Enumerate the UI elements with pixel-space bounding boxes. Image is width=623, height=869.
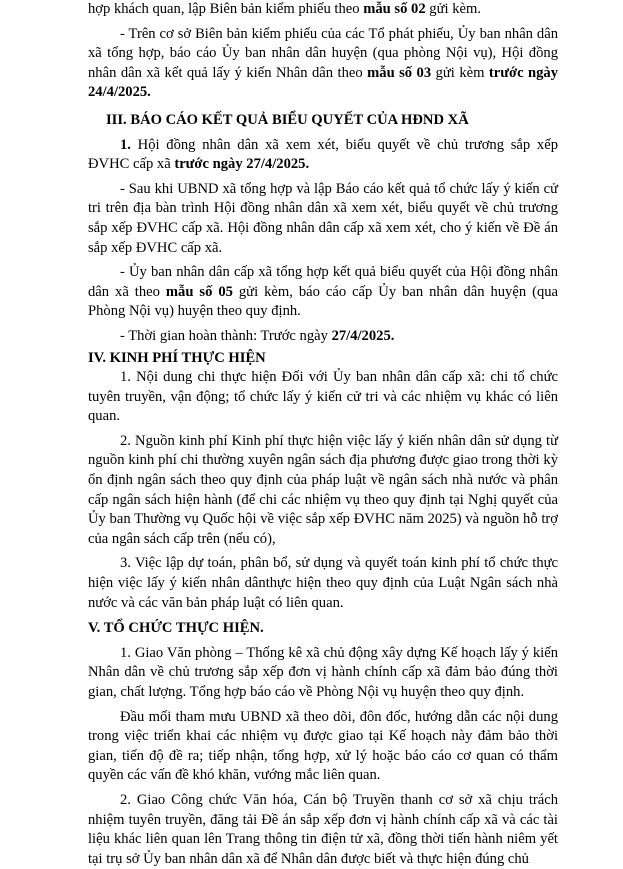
section-heading-iii [88,111,558,131]
text-run: - Sau khi UBND xã tổng hợp và lập Báo cáo kết quả tổ chức lấy ý kiến cử tri trên địa bàn trình Hội đồng nhân dân xã xem xét, biểu quyết về chủ trương sắp xếp ĐVHC cấp xã. Hội đồng nhân dân cấp xã xem xét, cho ý kiến về Đề án sắp xếp ĐVHC cấp xã. [88,180,558,256]
bold-text-run: trước ngày 27/4/2025. [174,156,310,173]
paragraph-council-vote [88,136,558,175]
text-run: gửi kèm, báo cáo cấp Ủy ban nhân dân huyện (qua Phòng Nội vụ) huyện theo quy định. [88,283,559,320]
paragraph-office-task [88,644,558,703]
text-run: 2. Giao Công chức Văn hóa, Cán bộ Truyền thanh cơ sở xã chịu trách nhiệm tuyên truyền, đăng tải Đề án sắp xếp đơn vị hành chính cấp xã và các tài liệu khác liên quan lên Trang thông tin điện tử xã, đồng thời tiến hành niêm yết tại trụ sở Ủy ban nhân dân xã để Nhân dân được biết và thực hiện đúng chủ [88,791,558,867]
paragraph-council-review [88,180,558,258]
bold-text-run: mẫu số 03 [367,64,432,81]
text-run: Hội đồng nhân dân xã xem xét, biểu quyết về chủ trương sắp xếp ĐVHC cấp xã [88,136,558,173]
bold-text-run: mẫu số 05 [165,283,233,300]
text-run: III. BÁO CÁO KẾT QUẢ BIỂU QUYẾT CỦA HĐND XÃ [106,111,469,128]
paragraph-funding-source [88,432,558,550]
text-run: 1. Nội dung chi thực hiện Đối với Ủy ban nhân dân cấp xã: chi tổ chức tuyên truyền, vận động; tổ chức lấy ý kiến cử tri và các nhiệm vụ khác có liên quan. [88,369,558,425]
text-run: 3. Việc lập dự toán, phân bổ, sử dụng và quyết toán kinh phí tổ chức thực hiện việc lấy ý kiến nhân dânthực hiện theo quy định của Luật Ngân sách nhà nước và các văn bản pháp luật có liên quan. [88,555,558,611]
text-run: 2. Nguồn kinh phí Kinh phí thực hiện việc lấy ý kiến nhân dân sử dụng từ nguồn kinh phí chi thường xuyên ngân sách địa phương được giao trong thời kỳ ổn định ngân sách theo quy định của pháp luật về ngân sách nhà nước và phân cấp ngân sách hiện hành (để chi các nhiệm vụ theo quy định tại Nghị quyết của Ủy ban Thường vụ Quốc hội về việc sắp xếp ĐVHC năm 2025) và nguồn hỗ trợ của ngân sách cấp trên (nếu có), [88,432,558,547]
text-run: hợp khách quan, lập Biên bản kiểm phiếu theo [88,1,364,17]
bold-text-run: mẫu số 02 [363,1,426,17]
text-run: gửi kèm [431,64,489,81]
text-run: Đầu mối tham mưu UBND xã theo dõi, đôn đốc, hướng dẫn các nội dung trong việc triển khai các nhiệm vụ được giao tại Kế hoạch này đảm bảo thời gian, tiến độ đề ra; tiếp nhận, tổng hợp, xử lý hoặc báo cáo cơ quan có thẩm quyền các vấn đề khó khăn, vướng mắc liên quan. [88,708,558,784]
text-run: 1. Giao Văn phòng – Thống kê xã chủ động xây dựng Kế hoạch lấy ý kiến Nhân dân về chủ trương sắp xếp đơn vị hành chính cấp xã đảm bảo đúng thời gian, chất lượng. Tổng hợp báo cáo về Phòng Nội vụ huyện theo quy định. [88,644,558,700]
text-run: - Thời gian hoàn thành: Trước ngày [120,327,332,344]
text-run: IV. KINH PHÍ THỰC HIỆN [88,349,266,366]
paragraph-vote-result-report [88,263,558,322]
paragraph-summary-report [88,25,558,103]
section-heading-v [88,619,558,639]
text-run: - Ủy ban nhân dân cấp xã tổng hợp kết quả biểu quyết của Hội đồng nhân dân xã theo [88,264,558,300]
bold-text-run: trước ngày 24/4/2025. [88,64,558,101]
paragraph-spending-content [88,368,558,427]
paragraph-budget-settlement [88,554,558,613]
paragraph-deadline [88,327,558,347]
text-run: V. TỔ CHỨC THỰC HIỆN. [88,620,264,637]
text-run: gửi kèm. [425,1,481,17]
document-page [88,0,558,869]
paragraph-culture-task [88,791,558,869]
text-run: - Trên cơ sở Biên bản kiểm phiếu của các Tổ phát phiếu, Ủy ban nhân dân xã tổng hợp, báo cáo Ủy ban nhân dân huyện (qua phòng Nội vụ), Hội đồng nhân dân xã kết quả lấy ý kiến Nhân dân theo [88,25,558,81]
paragraph-counting-record [88,0,558,20]
bold-text-run: 1. [120,136,131,153]
bold-text-run: 27/4/2025. [331,327,395,344]
paragraph-focal-point [88,708,558,786]
section-heading-iv [88,349,558,369]
